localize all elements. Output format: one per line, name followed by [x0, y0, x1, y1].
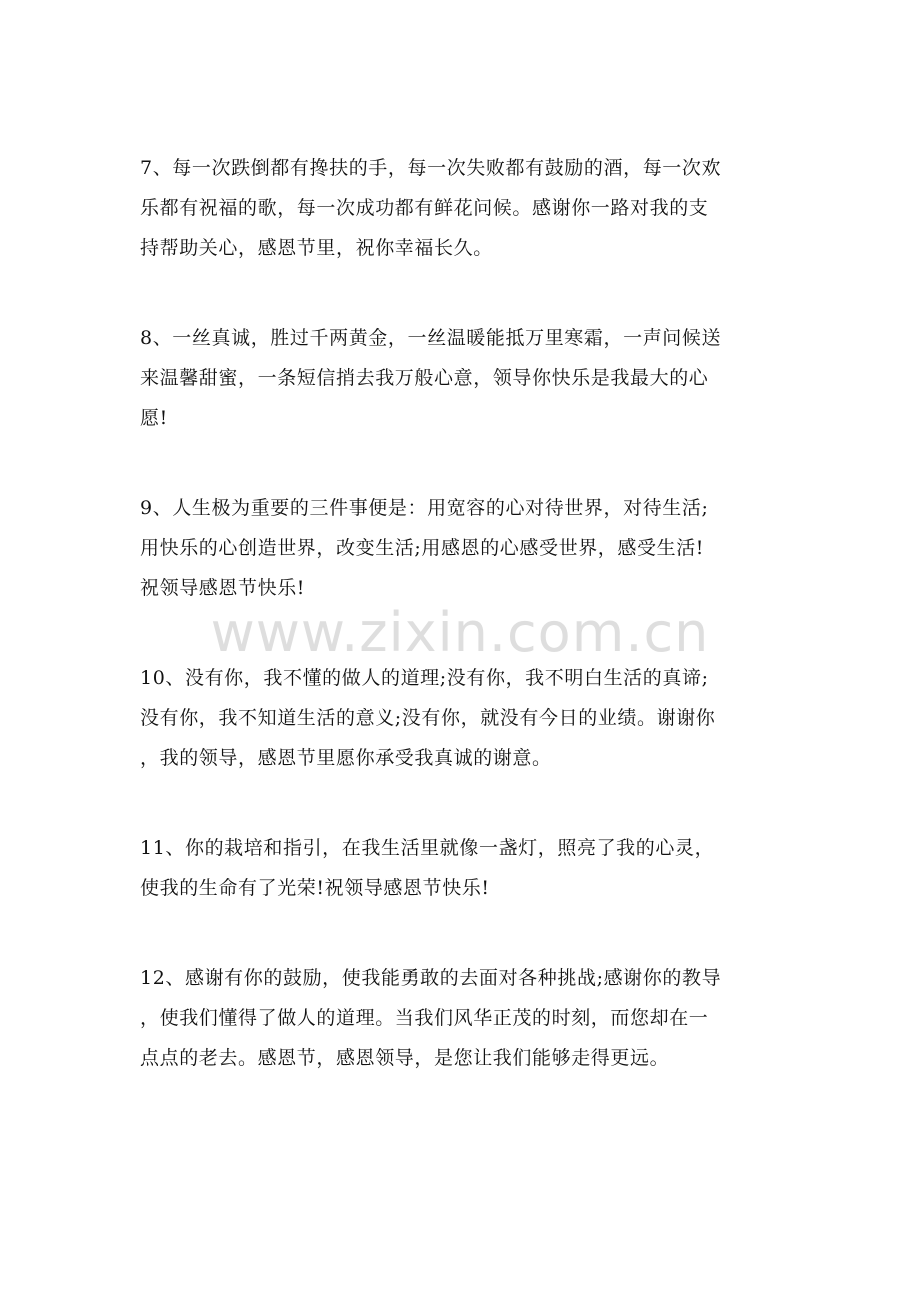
paragraph-line: 7、每一次跌倒都有搀扶的手，每一次失败都有鼓励的酒，每一次欢 — [140, 157, 722, 179]
paragraph-line: 愿! — [140, 407, 168, 429]
paragraph-11 — [140, 828, 780, 908]
paragraph-7 — [140, 148, 780, 268]
paragraph-line: ，我的领导，感恩节里愿你承受我真诚的谢意。 — [140, 747, 552, 769]
paragraph-line: 11、你的栽培和指引，在我生活里就像一盏灯，照亮了我的心灵， — [140, 837, 715, 859]
paragraph-line: 用快乐的心创造世界，改变生活;用感恩的心感受世界，感受生活! — [140, 537, 705, 559]
paragraph-line: 乐都有祝福的歌，每一次成功都有鲜花问候。感谢你一路对我的支 — [140, 197, 709, 219]
paragraph-line: 来温馨甜蜜，一条短信捎去我万般心意，领导你快乐是我最大的心 — [140, 367, 709, 389]
paragraph-line: 8、一丝真诚，胜过千两黄金，一丝温暖能抵万里寒霜，一声问候送 — [140, 327, 722, 349]
paragraph-line: 12、感谢有你的鼓励，使我能勇敢的去面对各种挑战;感谢你的教导 — [140, 967, 722, 989]
paragraph-line: 使我的生命有了光荣!祝领导感恩节快乐! — [140, 877, 490, 899]
paragraph-line: 没有你，我不知道生活的意义;没有你，就没有今日的业绩。谢谢你 — [140, 707, 716, 729]
paragraph-line: 9、人生极为重要的三件事便是：用宽容的心对待世界，对待生活; — [140, 497, 709, 519]
paragraph-line: 祝领导感恩节快乐! — [140, 577, 306, 599]
paragraph-line: 点点的老去。感恩节，感恩领导，是您让我们能够走得更远。 — [140, 1047, 670, 1069]
paragraph-8 — [140, 318, 780, 438]
paragraph-line: 持帮助关心，感恩节里，祝你幸福长久。 — [140, 237, 493, 259]
watermark-text: www.zixin.com.cn — [210, 601, 710, 664]
paragraph-9 — [140, 488, 780, 608]
paragraph-10 — [140, 658, 780, 778]
paragraph-line: ，使我们懂得了做人的道理。当我们风华正茂的时刻，而您却在一 — [140, 1007, 709, 1029]
paragraph-line: 10、没有你，我不懂的做人的道理;没有你，我不明白生活的真谛; — [140, 667, 709, 689]
paragraph-12 — [140, 958, 780, 1078]
